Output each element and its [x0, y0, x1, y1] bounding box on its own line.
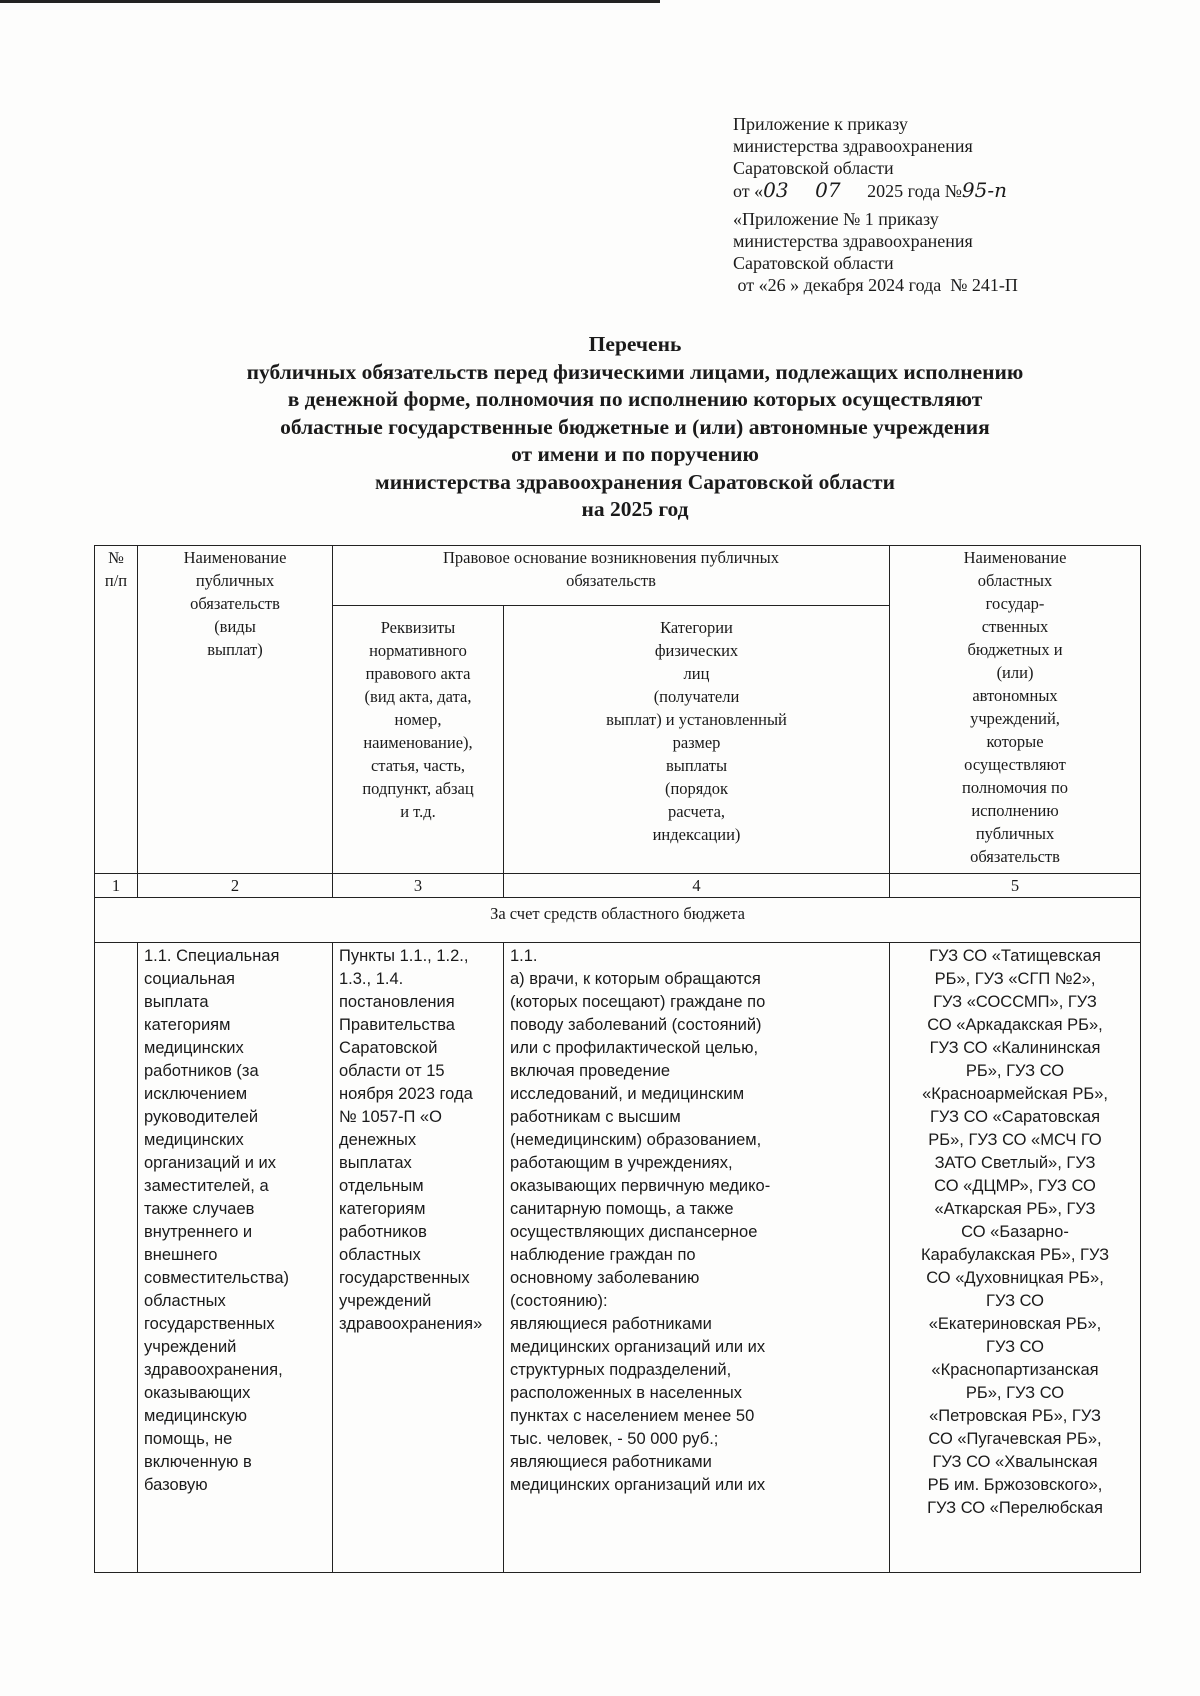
cell-line: области от 15: [339, 1062, 445, 1080]
header-line: №: [108, 548, 124, 567]
column-number: 5: [890, 874, 1141, 898]
header-line: номер,: [394, 710, 442, 729]
header-cell-obligation-name: [138, 546, 333, 874]
cell-line: медицинскую: [144, 1407, 248, 1425]
cell-line: оказывающих первичную медико-: [510, 1177, 771, 1195]
cell-line: РБ им. Бржозовского»,: [927, 1476, 1103, 1494]
header-cell-institutions: [890, 546, 1141, 874]
cell-line: руководителей: [144, 1108, 259, 1126]
cell-line: включенную в: [144, 1453, 252, 1471]
cell-line: 1.3., 1.4.: [339, 970, 404, 988]
header-line: выплат) и установленный: [606, 710, 787, 729]
header-line: выплат): [207, 640, 263, 659]
header-line: наименование),: [363, 733, 473, 752]
cell-line: категориям: [339, 1200, 426, 1218]
header-line: «Приложение № 1 приказу: [733, 209, 939, 229]
header-line: осуществляют: [964, 755, 1066, 774]
title-line: от имени и по поручению: [511, 442, 759, 466]
cell-line: социальная: [144, 970, 235, 988]
row-number-cell: [95, 943, 138, 1573]
cell-line: СО «ДЦМР», ГУЗ СО: [934, 1177, 1096, 1195]
cell-line: «Краснопартизанская: [931, 1361, 1099, 1379]
header-line: Наименование: [963, 548, 1067, 567]
header-line: индексации): [652, 825, 741, 844]
header-line: правового акта: [365, 664, 471, 683]
header-line: областных: [977, 571, 1053, 590]
header-line: автономных: [972, 686, 1058, 705]
cell-line: (немедицинским) образованием,: [510, 1131, 762, 1149]
cell-line: «Красноармейская РБ»,: [922, 1085, 1108, 1103]
cell-line: поводу заболеваний (состояний): [510, 1016, 762, 1034]
header-line: Приложение к приказу: [733, 114, 908, 134]
header-line: (или): [996, 663, 1034, 682]
header-line: Категории: [660, 618, 733, 637]
header-line: обязательств: [970, 847, 1060, 866]
handwritten-month: 07: [815, 178, 841, 202]
cell-line: работников: [339, 1223, 427, 1241]
cell-line: организаций и их: [144, 1154, 276, 1172]
institutions-cell: [890, 943, 1141, 1573]
header-line: обязательств: [566, 571, 656, 590]
header-line: публичных: [975, 824, 1055, 843]
cell-line: медицинских организаций или их: [510, 1338, 766, 1356]
cell-line: ЗАТО Светлый», ГУЗ: [934, 1154, 1096, 1172]
cell-line: оказывающих: [144, 1384, 251, 1402]
header-date-line: [733, 179, 1018, 202]
cell-line: включая проведение: [510, 1062, 671, 1080]
year-text: 2025 года №: [867, 181, 962, 201]
cell-line: являющиеся работниками: [510, 1315, 712, 1333]
cell-line: заместителей, а: [144, 1177, 269, 1195]
header-cell-number: [95, 546, 138, 874]
title-line: Перечень: [588, 332, 682, 356]
cell-line: медицинских: [144, 1131, 244, 1149]
cell-line: (состоянию):: [510, 1292, 608, 1310]
cell-line: основному заболеванию: [510, 1269, 700, 1287]
cell-line: «Екатериновская РБ»,: [928, 1315, 1102, 1333]
appendix-header: [733, 113, 1018, 296]
cell-line: ГУЗ «СОССМП», ГУЗ: [933, 993, 1097, 1011]
cell-line: (которых посещают) граждане по: [510, 993, 766, 1011]
header-line: (виды: [214, 617, 256, 636]
cell-line: медицинских организаций или их: [510, 1476, 766, 1494]
header-line: министерства здравоохранения: [733, 231, 973, 251]
header-line: Правовое основание возникновения публичных: [442, 548, 780, 567]
cell-line: работников (за: [144, 1062, 259, 1080]
cell-line: Правительства: [339, 1016, 455, 1034]
cell-line: областных: [339, 1246, 421, 1264]
cell-line: 1.1. Специальная: [144, 947, 280, 965]
cell-line: областных: [144, 1292, 226, 1310]
column-number: 1: [95, 874, 138, 898]
header-line: нормативного: [369, 641, 467, 660]
cell-line: наблюдение граждан по: [510, 1246, 696, 1264]
header-line: которые: [986, 732, 1044, 751]
cell-line: отдельным: [339, 1177, 424, 1195]
header-line: лиц: [683, 664, 710, 683]
cell-line: № 1057-П «О: [339, 1108, 442, 1126]
obligation-name-cell: [138, 943, 333, 1573]
header-line: (получатели: [653, 687, 740, 706]
cell-line: Пункты 1.1., 1.2.,: [339, 947, 469, 965]
cell-line: РБ», ГУЗ СО «МСЧ ГО: [928, 1131, 1102, 1149]
cell-line: РБ», ГУЗ «СГП №2»,: [934, 970, 1096, 988]
cell-line: базовую: [144, 1476, 208, 1494]
handwritten-number: 95-п: [961, 178, 1007, 202]
header-line: исполнению: [971, 801, 1059, 820]
document-title: [180, 331, 1090, 524]
cell-line: ГУЗ СО «Перелюбская: [927, 1499, 1103, 1517]
cell-line: СО «Духовницкая РБ»,: [926, 1269, 1104, 1287]
cell-line: внешнего: [144, 1246, 218, 1264]
header-line: ственных: [981, 617, 1049, 636]
act-details-cell: [333, 943, 504, 1573]
cell-line: Карабулакская РБ», ГУЗ: [920, 1246, 1110, 1264]
cell-line: медицинских: [144, 1039, 244, 1057]
cell-line: структурных подразделений,: [510, 1361, 732, 1379]
cell-line: СО «Базарно-: [961, 1223, 1069, 1241]
cell-line: ГУЗ СО «Хвалынская: [932, 1453, 1098, 1471]
cell-line: РБ», ГУЗ СО: [965, 1384, 1065, 1402]
column-number: 4: [504, 874, 890, 898]
cell-line: денежных: [339, 1131, 417, 1149]
cell-line: исключением: [144, 1085, 248, 1103]
cell-line: пунктах с населением менее 50: [510, 1407, 755, 1425]
header-line: и т.д.: [400, 802, 436, 821]
cell-line: ноября 2023 года: [339, 1085, 473, 1103]
cell-line: ГУЗ СО «Саратовская: [929, 1108, 1101, 1126]
header-cell-categories: [504, 606, 890, 874]
header-line: (вид акта, дата,: [364, 687, 472, 706]
cell-line: Саратовской: [339, 1039, 438, 1057]
header-line: подпункт, абзац: [362, 779, 474, 798]
cell-line: также случаев: [144, 1200, 255, 1218]
cell-line: осуществляющих диспансерное: [510, 1223, 758, 1241]
cell-line: «Аткарская РБ», ГУЗ: [934, 1200, 1096, 1218]
header-line: государ-: [985, 594, 1045, 613]
cell-line: СО «Пугачевская РБ»,: [928, 1430, 1102, 1448]
header-line: статья, часть,: [370, 756, 465, 775]
cell-line: внутреннего и: [144, 1223, 253, 1241]
cell-line: исследований, и медицинским: [510, 1085, 745, 1103]
cell-line: постановления: [339, 993, 455, 1011]
cell-line: ГУЗ СО: [986, 1338, 1045, 1356]
cell-line: «Петровская РБ», ГУЗ: [929, 1407, 1101, 1425]
cell-line: РБ», ГУЗ СО: [965, 1062, 1065, 1080]
header-line: бюджетных и: [967, 640, 1063, 659]
cell-line: СО «Аркадакская РБ»,: [927, 1016, 1103, 1034]
cell-line: государственных: [339, 1269, 470, 1287]
cell-line: учреждений: [339, 1292, 432, 1310]
cell-line: работающим в учреждениях,: [510, 1154, 733, 1172]
header-cell-legal-basis: [333, 546, 890, 606]
header-line: выплаты: [665, 756, 728, 775]
cell-line: категориям: [144, 1016, 231, 1034]
cell-line: являющиеся работниками: [510, 1453, 712, 1471]
scan-top-edge-line: [0, 0, 660, 3]
header-line: Реквизиты: [380, 618, 456, 637]
cell-line: помощь, не: [144, 1430, 233, 1448]
title-line: министерства здравоохранения Саратовской области: [375, 469, 895, 494]
header-line: расчета,: [667, 802, 726, 821]
cell-line: совместительства): [144, 1269, 290, 1287]
obligations-table: [94, 545, 1141, 1573]
header-line: размер: [672, 733, 721, 752]
categories-cell: [504, 943, 890, 1573]
title-line: областные государственные бюджетные и (или) автономные учреждения: [280, 414, 990, 439]
header-line: (порядок: [664, 779, 729, 798]
title-line: на 2025 год: [581, 497, 689, 521]
cell-line: 1.1.: [510, 947, 538, 965]
date-prefix: от «: [733, 181, 764, 201]
funding-source-row: За счет средств областного бюджета: [95, 898, 1141, 943]
header-line: обязательств: [190, 594, 280, 613]
header-line: публичных: [195, 571, 275, 590]
header-line: учреждений,: [970, 709, 1060, 728]
header-line: министерства здравоохранения: [733, 136, 973, 156]
cell-line: учреждений: [144, 1338, 237, 1356]
cell-line: работникам с высшим: [510, 1108, 681, 1126]
cell-line: а) врачи, к которым обращаются: [510, 970, 761, 988]
cell-line: здравоохранения»: [339, 1315, 483, 1333]
header-line: Саратовской области: [733, 158, 894, 178]
handwritten-day: 03: [763, 178, 789, 202]
header-line: Саратовской области: [733, 253, 894, 273]
cell-line: здравоохранения,: [144, 1361, 283, 1379]
cell-line: расположенных в населенных: [510, 1384, 742, 1402]
header-line: физических: [654, 641, 739, 660]
header-cell-act-details: [333, 606, 504, 874]
column-number: 2: [138, 874, 333, 898]
header-line: Наименование: [183, 548, 287, 567]
cell-line: государственных: [144, 1315, 275, 1333]
cell-line: ГУЗ СО: [986, 1292, 1045, 1310]
column-number: 3: [333, 874, 504, 898]
cell-line: или с профилактической целью,: [510, 1039, 759, 1057]
cell-line: тыс. человек, - 50 000 руб.;: [510, 1430, 719, 1448]
cell-line: ГУЗ СО «Калининская: [929, 1039, 1101, 1057]
cell-line: выплатах: [339, 1154, 412, 1172]
cell-line: ГУЗ СО «Татищевская: [929, 947, 1101, 965]
header-line: от «26 » декабря 2024 года № 241-П: [733, 275, 1018, 295]
title-line: публичных обязательств перед физическими лицами, подлежащих исполнению: [246, 359, 1024, 384]
header-line: полномочия по: [961, 778, 1069, 797]
cell-line: санитарную помощь, а также: [510, 1200, 734, 1218]
header-line: п/п: [104, 571, 128, 590]
cell-line: выплата: [144, 993, 209, 1011]
title-line: в денежной форме, полномочия по исполнению которых осуществляют: [287, 387, 983, 411]
